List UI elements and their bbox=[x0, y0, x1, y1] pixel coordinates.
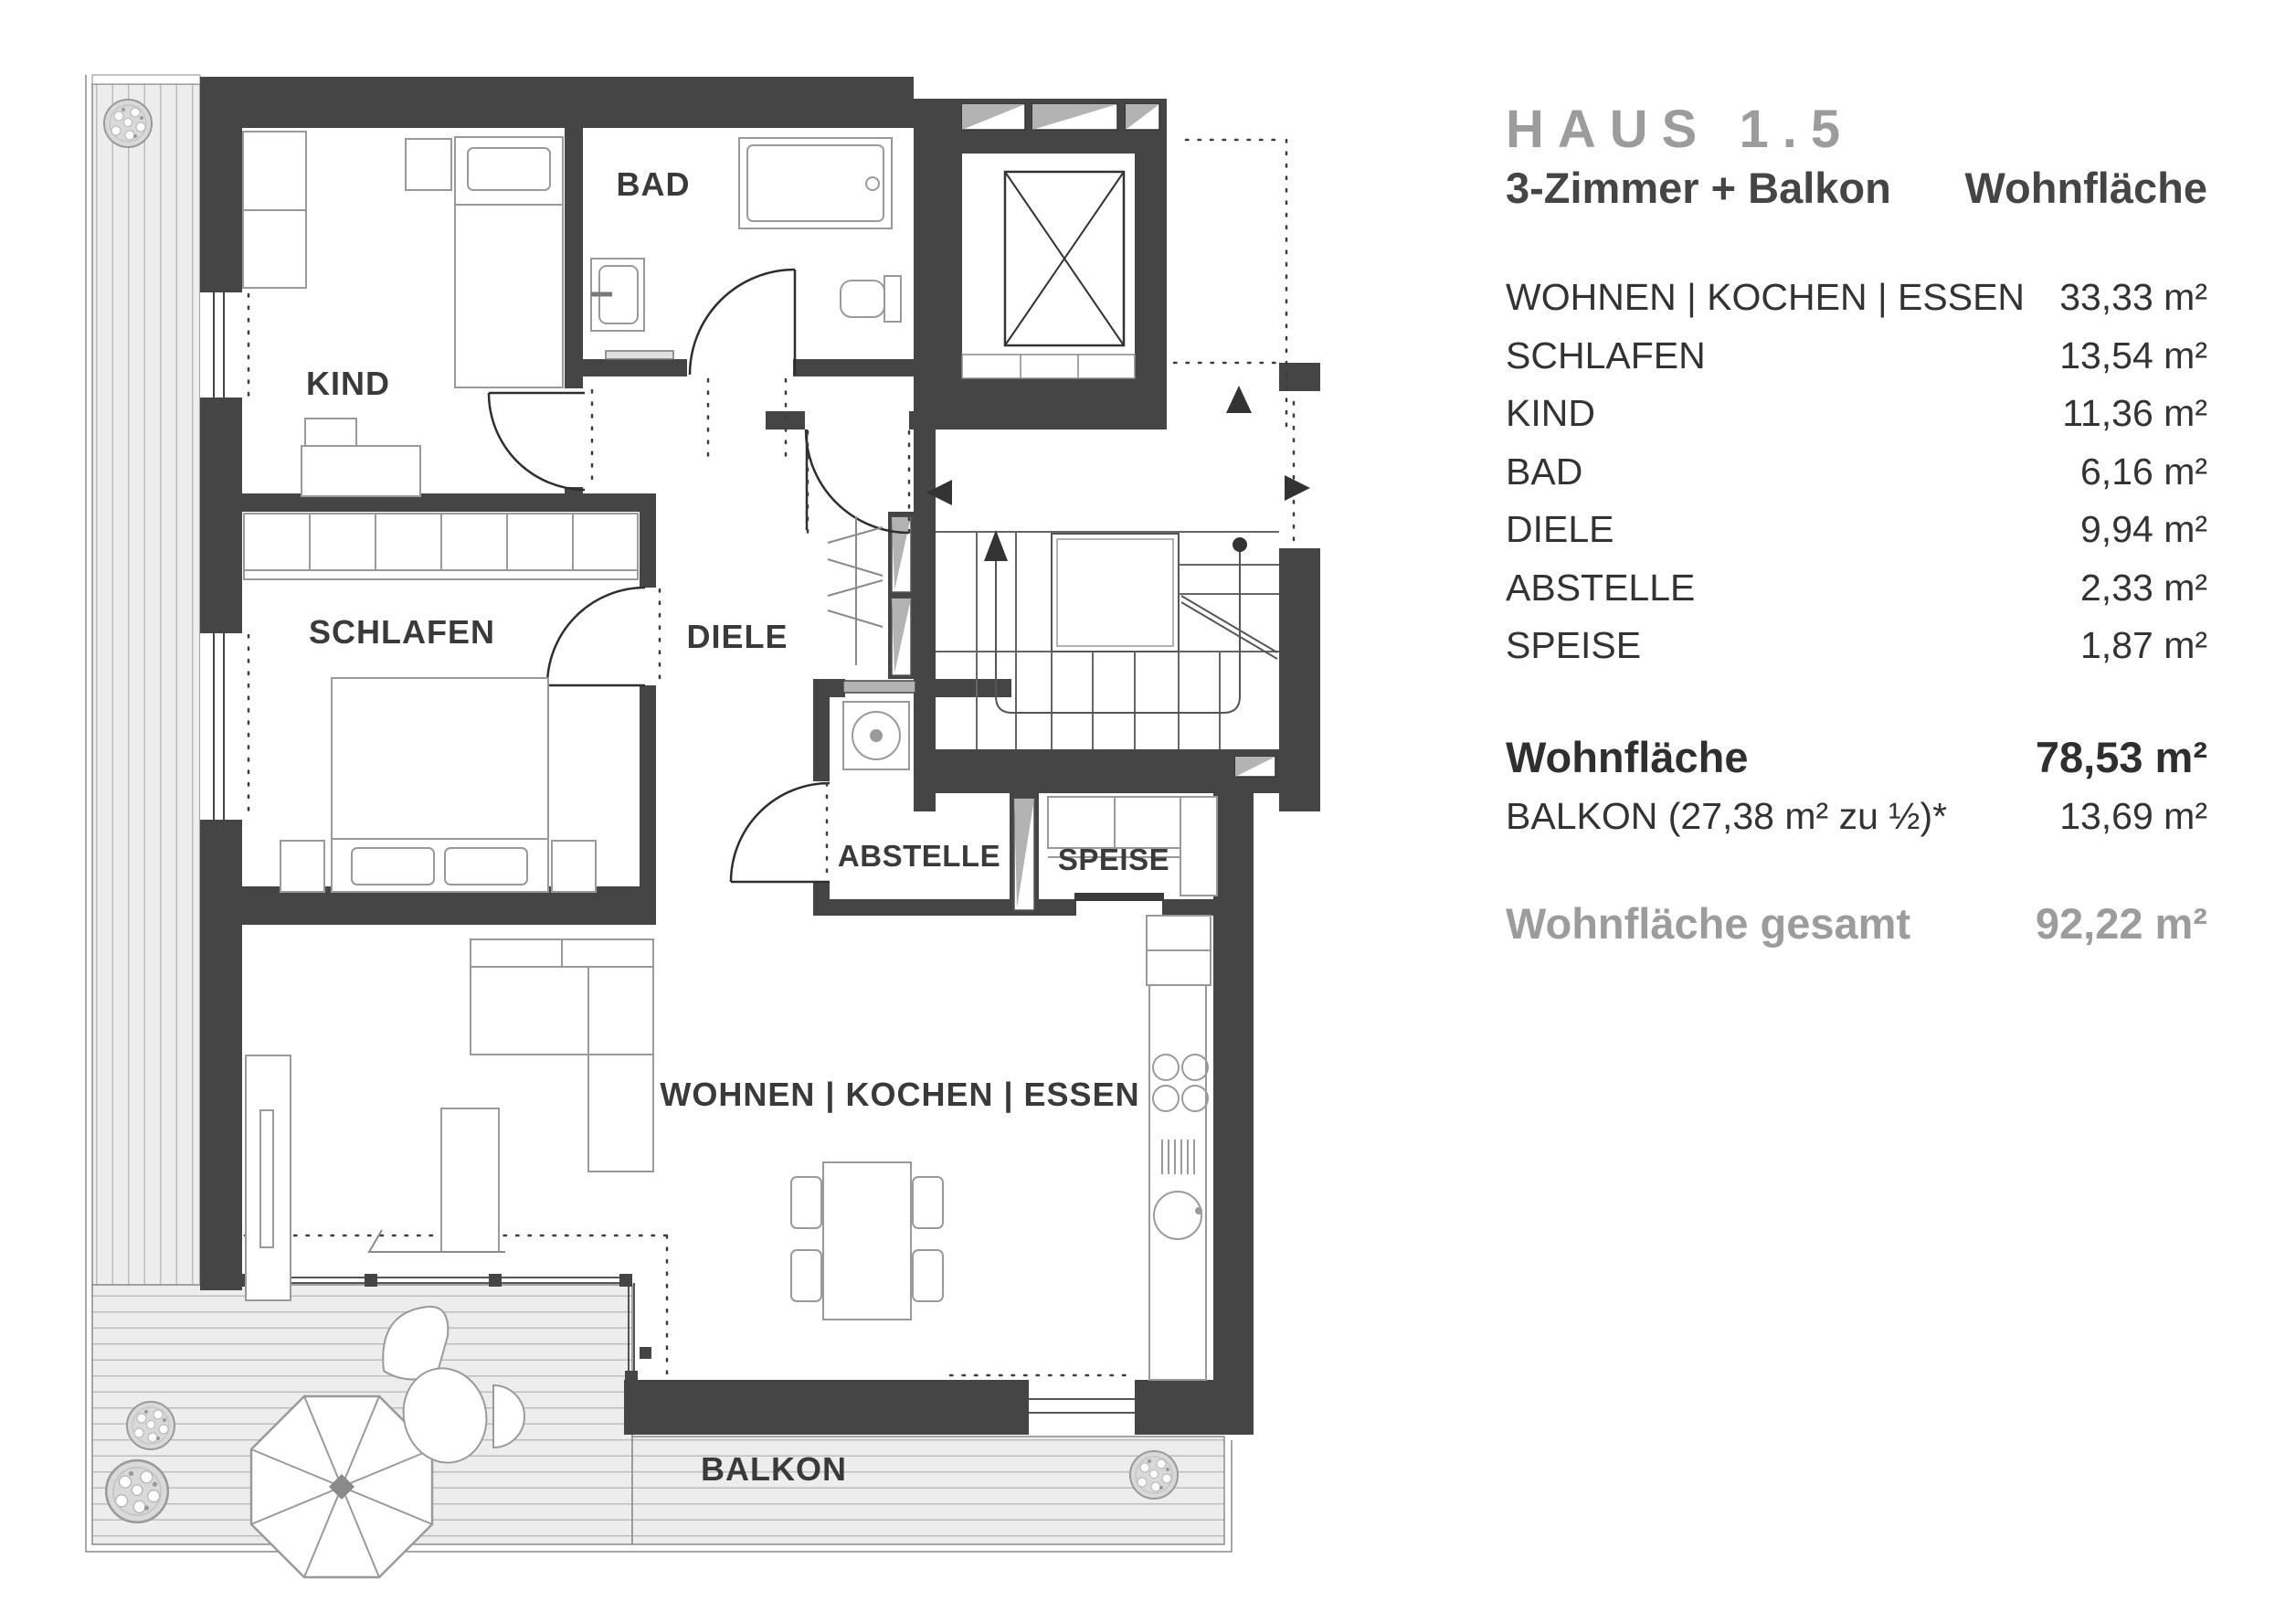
dining-chair bbox=[913, 1250, 943, 1301]
deck-west bbox=[92, 84, 200, 1290]
wall-abstelle-north bbox=[813, 679, 845, 697]
room-name: ABSTELLE bbox=[1506, 566, 1696, 609]
room-name: SCHLAFEN bbox=[1506, 334, 1706, 376]
washing-machine bbox=[843, 702, 909, 769]
kitchen-counter bbox=[1149, 985, 1206, 1380]
legend-row bbox=[1506, 327, 2207, 386]
sliding-door-speise bbox=[1074, 893, 1164, 901]
plant bbox=[104, 100, 152, 147]
door-bad bbox=[690, 270, 795, 375]
arrow-up-icon bbox=[1226, 386, 1252, 413]
room-area: 11,36 m² bbox=[2062, 392, 2207, 435]
legend-row bbox=[1506, 501, 2207, 559]
legend-rows bbox=[1506, 269, 2207, 675]
door-schlafen bbox=[547, 588, 645, 685]
dining-chair bbox=[791, 1250, 821, 1301]
room-name: SPEISE bbox=[1506, 624, 1642, 667]
stair-walkline-start-dot bbox=[1233, 537, 1247, 552]
kind-furniture bbox=[243, 132, 563, 496]
schlafen-furniture bbox=[244, 514, 638, 892]
schlafen-pillow bbox=[352, 848, 434, 885]
legend-subtitle-row bbox=[1506, 163, 2207, 213]
room-label-wohnen: WOHNEN | KOCHEN | ESSEN bbox=[660, 1076, 1140, 1113]
wc-tank bbox=[884, 276, 901, 322]
total-value: 92,22 m² bbox=[2035, 899, 2207, 948]
balkon-value: 13,69 m² bbox=[2059, 795, 2207, 837]
room-label-kind: KIND bbox=[306, 365, 390, 402]
room-area: 33,33 m² bbox=[2059, 276, 2207, 319]
bad-radiator bbox=[606, 351, 673, 359]
wall-service-south bbox=[813, 899, 1076, 916]
wall-stair-west bbox=[914, 429, 936, 811]
glassblock-windows-north bbox=[962, 104, 1159, 130]
tv-sideboard bbox=[246, 1055, 291, 1300]
room-label-speise: SPEISE bbox=[1057, 843, 1170, 876]
legend-balkon-row bbox=[1506, 795, 2207, 838]
window-stairwell-south bbox=[1235, 757, 1275, 777]
wall-elevator-east bbox=[1135, 99, 1167, 378]
dining-chair bbox=[791, 1177, 821, 1228]
room-label-bad: BAD bbox=[616, 165, 691, 203]
window-schlafen bbox=[200, 633, 242, 820]
balkon-label: BALKON (27,38 m² zu ½)* bbox=[1506, 795, 1948, 837]
wall-south bbox=[624, 1380, 1029, 1435]
room-label-abstelle: ABSTELLE bbox=[837, 839, 1001, 873]
legend-row bbox=[1506, 443, 2207, 502]
elevator-door bbox=[962, 355, 1135, 378]
apartment-type-label: 3-Zimmer + Balkon bbox=[1506, 164, 1891, 212]
kind-desk bbox=[302, 446, 420, 496]
room-area: 6,16 m² bbox=[2080, 450, 2207, 493]
wall-abstelle-west bbox=[813, 697, 830, 781]
legend-row bbox=[1506, 559, 2207, 618]
wall-north-left bbox=[200, 77, 914, 128]
schlafen-nightstand bbox=[552, 841, 596, 892]
wall-schlafen-east bbox=[640, 512, 656, 588]
legend-row bbox=[1506, 617, 2207, 675]
room-label-balkon: BALKON bbox=[701, 1450, 847, 1488]
kind-pillow bbox=[468, 148, 550, 190]
kitchen bbox=[1147, 916, 1211, 1380]
plant bbox=[1130, 1451, 1178, 1499]
coffee-table bbox=[441, 1108, 499, 1252]
dining-set bbox=[791, 1162, 943, 1320]
stair-direction-arrow-icon bbox=[984, 530, 1008, 561]
wall-living-east bbox=[1213, 793, 1254, 1435]
plant bbox=[127, 1402, 175, 1449]
room-name: KIND bbox=[1506, 392, 1595, 435]
wall-elevator-west bbox=[914, 99, 962, 378]
plant bbox=[106, 1460, 168, 1522]
subtotal-value: 78,53 m² bbox=[2035, 733, 2207, 781]
area-column-header: Wohnfläche bbox=[1964, 164, 2207, 212]
schlafen-nightstand bbox=[280, 841, 324, 892]
wall-elevator-south bbox=[914, 378, 1167, 429]
wall-entry bbox=[766, 411, 805, 429]
elevator bbox=[962, 172, 1135, 378]
door-abstelle bbox=[731, 783, 830, 882]
room-label-diele: DIELE bbox=[686, 618, 788, 655]
room-name: DIELE bbox=[1506, 508, 1614, 551]
schlafen-pillow bbox=[445, 848, 527, 885]
door-kind bbox=[489, 393, 585, 490]
legend-row bbox=[1506, 385, 2207, 443]
room-area: 2,33 m² bbox=[2080, 566, 2207, 609]
stairs bbox=[936, 530, 1279, 749]
kind-shelf bbox=[406, 139, 451, 190]
room-area: 13,54 m² bbox=[2059, 334, 2207, 376]
room-area: 9,94 m² bbox=[2080, 508, 2207, 551]
legend-row bbox=[1506, 269, 2207, 327]
room-label-schlafen: SCHLAFEN bbox=[309, 613, 495, 651]
dining-table bbox=[823, 1162, 911, 1320]
subtotal-label: Wohnfläche bbox=[1506, 733, 1749, 781]
window-kind bbox=[200, 292, 242, 398]
legend-subtotal-row bbox=[1506, 732, 2207, 782]
legend-total-row bbox=[1506, 898, 2207, 949]
dining-chair bbox=[913, 1177, 943, 1228]
wall-kind-east bbox=[565, 128, 583, 388]
arrow-right-icon bbox=[1285, 475, 1310, 501]
coat-rack bbox=[828, 516, 883, 665]
window-south bbox=[1029, 1385, 1135, 1429]
deck-west-railing bbox=[92, 75, 200, 84]
total-label: Wohnfläche gesamt bbox=[1506, 899, 1911, 948]
legend-title: HAUS 1.5 bbox=[1506, 100, 1855, 159]
sliding-door-abstelle bbox=[843, 681, 915, 693]
wall-bad-south bbox=[583, 359, 687, 376]
room-name: BAD bbox=[1506, 450, 1583, 493]
room-area: 1,87 m² bbox=[2080, 624, 2207, 667]
kind-desk-chair bbox=[305, 419, 356, 446]
room-name: WOHNEN | KOCHEN | ESSEN bbox=[1506, 276, 2026, 319]
sofa-chaise bbox=[588, 1055, 653, 1172]
wc bbox=[841, 281, 884, 317]
